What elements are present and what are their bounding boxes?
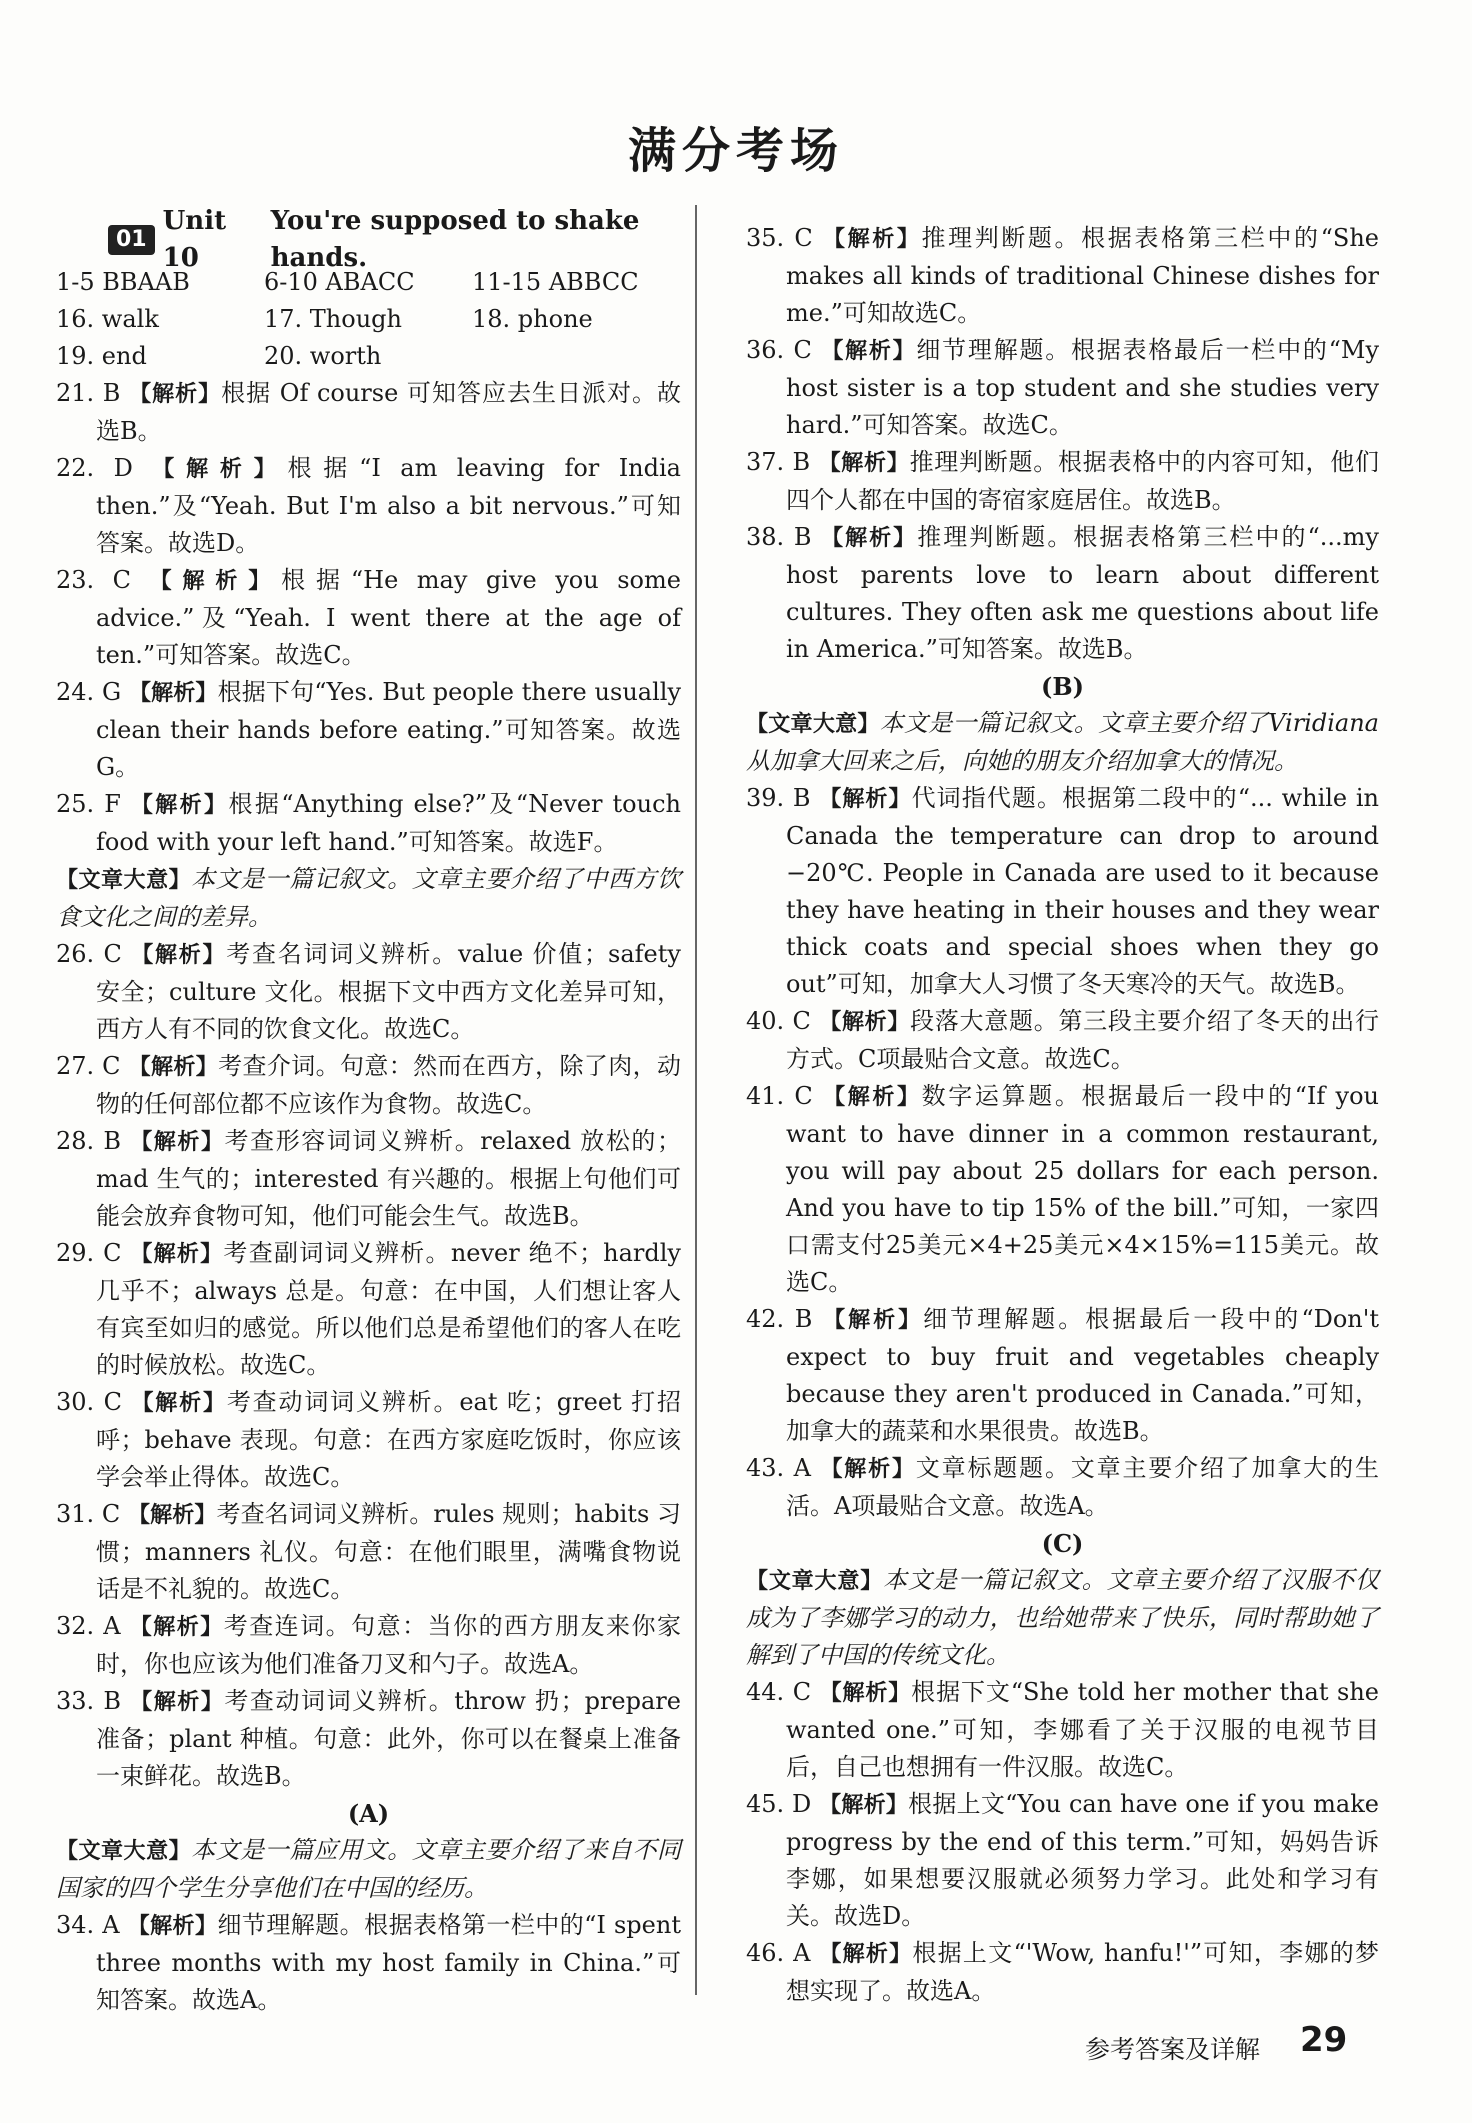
analysis-tag: 【解析】 (818, 451, 910, 476)
answer-item (746, 220, 1379, 332)
right-answer-list (746, 220, 1379, 2010)
item-text: 根据下文“She told her mother that she wanted one.”可知，李娜看了关于汉服的电视节目后，自己也想拥有一件汉服。故选C。 (786, 1678, 1379, 1781)
item-number: 38. B (746, 523, 812, 551)
analysis-tag: 【解析】 (129, 1615, 224, 1640)
analysis-tag: 【解析】 (128, 1503, 217, 1528)
item-number: 43. A (746, 1454, 811, 1482)
item-text: 推理判断题。根据表格第三栏中的“She makes all kinds of traditional Chinese dishes for me.”可知故选C。 (786, 224, 1379, 327)
answer-item (746, 444, 1379, 519)
item-text: 本文是一篇记叙文。文章主要介绍了汉服不仅成为了李娜学习的动力，也给她带来了快乐，同时帮助她了解到了中国的传统文化。 (746, 1566, 1379, 1669)
item-text: 考查名词词义辨析。rules 规则；habits 习惯；manners 礼仪。句意：在他们眼里，满嘴食物说话是不礼貌的。故选C。 (96, 1500, 681, 1603)
answer-item (746, 1078, 1379, 1301)
item-number: 40. C (746, 1007, 811, 1035)
analysis-tag: 【解析】 (130, 1690, 225, 1715)
answer-cell: 16. walk (56, 305, 159, 333)
answer-item (56, 1048, 681, 1123)
page-number: 29 (1300, 2020, 1348, 2060)
item-number: 35. C (746, 224, 813, 252)
section-heading: (C) (1041, 1529, 1084, 1558)
analysis-tag: 【解析】 (819, 787, 912, 812)
item-number: 46. A (746, 1939, 811, 1967)
answer-item (56, 936, 681, 1048)
item-number: 39. B (746, 784, 811, 812)
item-number: 45. D (746, 1790, 812, 1818)
answer-item (56, 1907, 681, 2019)
item-text: 本文是一篇记叙文。文章主要介绍了Viridiana从加拿大回来之后，向她的朋友介绍加拿大的情况。 (746, 709, 1379, 775)
item-number: 29. C (56, 1239, 122, 1267)
answer-item (56, 674, 681, 786)
item-text: 段落大意题。第三段主要介绍了冬天的出行方式。C项最贴合文意。故选C。 (786, 1007, 1380, 1073)
item-number: 31. C (56, 1500, 121, 1528)
item-text: 考查动词词义辨析。eat 吃；greet 打招呼；behave 表现。句意：在西方家庭吃饭时，你应该学会举止得体。故选C。 (96, 1388, 681, 1491)
analysis-tag: 【文章大意】 (746, 712, 880, 737)
answer-grid (56, 264, 681, 375)
answer-item (56, 1683, 681, 1795)
analysis-tag: 【解析】 (130, 793, 229, 818)
analysis-tag: 【解析】 (819, 1010, 911, 1035)
item-number: 32. A (56, 1612, 121, 1640)
left-column (56, 206, 681, 2019)
answer-item (746, 1786, 1379, 1935)
item-number: 22. D (56, 454, 133, 482)
analysis-tag: 【解析】 (130, 1242, 224, 1267)
analysis-tag: 【解析】 (823, 1085, 922, 1110)
unit-label: Unit 10 (162, 206, 227, 273)
analysis-tag: 【解析】 (128, 681, 218, 706)
item-number: 30. C (56, 1388, 122, 1416)
answer-cell: 20. worth (264, 342, 382, 370)
item-text: 考查连词。句意：当你的西方朋友来你家时，你也应该为他们准备刀叉和勺子。故选A。 (96, 1612, 681, 1678)
answer-item (56, 450, 681, 562)
item-text: 根据“Anything else?”及“Never touch food with your left hand.”可知答案。故选F。 (96, 790, 681, 856)
answer-row (56, 338, 681, 375)
item-text: 根据下句“Yes. But people there usually clean their hands before eating.”可知答案。故选G。 (96, 678, 681, 781)
analysis-tag: 【解析】 (823, 1308, 924, 1333)
answer-cell: 18. phone (472, 305, 593, 333)
item-text: 考查名词词义辨析。value 价值；safety 安全；culture 文化。根据下文中西方文化差异可知，西方人有不同的饮食文化。故选C。 (96, 940, 681, 1043)
answer-cell (472, 338, 680, 375)
answer-item (746, 1450, 1379, 1525)
unit-badge: 01 (108, 225, 155, 255)
item-text: 推理判断题。根据表格中的内容可知，他们四个人都在中国的寄宿家庭居住。故选B。 (786, 448, 1379, 514)
item-text: 细节理解题。根据表格最后一栏中的“My host sister is a top student and she studies very hard.”可知答案。故选C。 (786, 336, 1380, 439)
analysis-tag: 【解析】 (819, 1681, 912, 1706)
analysis-tag: 【解析】 (127, 1914, 218, 1939)
item-text: 本文是一篇应用文。文章主要介绍了来自不同国家的四个学生分享他们在中国的经历。 (56, 1836, 681, 1902)
unit-title: You're supposed to shake hands. (270, 206, 640, 273)
item-number: 36. C (746, 336, 812, 364)
page-title: 满分考场 (627, 123, 844, 179)
analysis-tag: 【文章大意】 (56, 1839, 192, 1864)
article-summary (746, 705, 1379, 780)
section-heading: (B) (1041, 672, 1084, 701)
item-text: 考查形容词词义辨析。relaxed 放松的；mad 生气的；interested 有兴趣的。根据上句他们可能会放弃食物可知，他们可能会生气。故选B。 (96, 1127, 681, 1230)
footer-label: 参考答案及详解 (1085, 2035, 1261, 2064)
item-number: 25. F (56, 790, 121, 818)
analysis-tag: 【解析】 (128, 1055, 219, 1080)
answer-cell: 17. Though (264, 305, 402, 333)
answer-item (746, 519, 1379, 668)
answer-item (746, 780, 1379, 1003)
analysis-tag: 【解析】 (820, 1457, 916, 1482)
item-text: 考查介词。句意：然而在西方，除了肉，动物的任何部位都不应该作为食物。故选C。 (96, 1052, 681, 1118)
answer-item (56, 1496, 681, 1608)
analysis-tag: 【解析】 (130, 1130, 225, 1155)
column-divider (695, 205, 697, 1995)
answer-item (746, 1674, 1379, 1786)
item-text: 根据 Of course 可知答应去生日派对。故选B。 (96, 379, 681, 445)
answer-item (56, 1123, 681, 1235)
item-number: 42. B (746, 1305, 813, 1333)
item-number: 21. B (56, 379, 121, 407)
analysis-tag: 【解析】 (819, 1793, 909, 1818)
item-text: 考查副词词义辨析。never 绝不；hardly 几乎不；always 总是。句意：在中国，人们想让客人有宾至如归的感觉。所以他们总是希望他们的客人在吃的时候放松。故选C。 (96, 1239, 681, 1379)
item-text: 根据上文“You can have one if you make progress by the end of this term.”可知，妈妈告诉李娜，如果想要汉服就必须努力学习。此处和学习有关。故选D。 (786, 1790, 1379, 1930)
analysis-tag: 【解析】 (129, 382, 222, 407)
item-number: 24. G (56, 678, 122, 706)
item-text: 代词指代题。根据第二段中的“... while in Canada the temperature can drop to around −20℃. People in Canada are used to it because they have heating in their houses and they wear thick coats and special shoes when they go out”可知，加拿大人习惯了冬天寒冷的天气。故选B。 (786, 784, 1379, 998)
answer-item (56, 1384, 681, 1496)
answer-item (56, 1608, 681, 1683)
item-text: 根据“I am leaving for India then.”及“Yeah. But I'm also a bit nervous.”可知答案。故选D。 (96, 454, 681, 557)
item-number: 41. C (746, 1082, 813, 1110)
item-number: 26. C (56, 940, 122, 968)
analysis-tag: 【解析】 (821, 339, 917, 364)
analysis-tag: 【解析】 (152, 457, 288, 482)
analysis-tag: 【文章大意】 (746, 1569, 884, 1594)
analysis-tag: 【解析】 (131, 1391, 227, 1416)
article-summary (746, 1562, 1379, 1674)
analysis-tag: 【解析】 (149, 569, 282, 594)
item-text: 考查动词词义辨析。throw 扔；prepare 准备；plant 种植。句意：此外，你可以在餐桌上准备一束鲜花。故选B。 (96, 1687, 681, 1790)
answer-row (56, 301, 681, 338)
item-text: 细节理解题。根据最后一段中的“Don't expect to buy fruit and vegetables cheaply because they aren't produced in Canada.”可知，加拿大的蔬菜和水果很贵。故选B。 (786, 1305, 1379, 1445)
right-column (746, 220, 1379, 2010)
item-text: 数字运算题。根据最后一段中的“If you want to have dinner in a common restaurant, you will pay about 25 dollars for each person. And you have to tip 15% of the bill.”可知，一家四口需支付25美元×4+25美元×4×15%=115美元。故选C。 (786, 1082, 1379, 1296)
analysis-tag: 【解析】 (131, 943, 227, 968)
answer-item (56, 1235, 681, 1384)
answer-item (746, 1003, 1379, 1078)
item-text: 推理判断题。根据表格第三栏中的“...my host parents love to learn about different cultures. They often ask me questions about life in America.”可知答案。故选B。 (786, 523, 1379, 663)
answer-cell: 1-5 BBAAB (56, 268, 190, 296)
left-answer-list (56, 375, 681, 2019)
item-number: 37. B (746, 448, 811, 476)
analysis-tag: 【解析】 (821, 526, 918, 551)
answer-item (746, 332, 1379, 444)
item-text: 细节理解题。根据表格第一栏中的“I spent three months with my host family in China.”可知答案。故选A。 (96, 1911, 681, 2014)
item-number: 34. A (56, 1911, 120, 1939)
answer-cell: 6-10 ABACC (264, 268, 415, 296)
item-text: 文章标题题。文章主要介绍了加拿大的生活。A项最贴合文意。故选A。 (786, 1454, 1379, 1520)
item-text: 根据上文“'Wow, hanfu!'”可知，李娜的梦想实现了。故选A。 (786, 1939, 1379, 2005)
item-number: 33. B (56, 1687, 121, 1715)
answer-item (56, 786, 681, 861)
item-text: 根据“He may give you some advice.”及“Yeah. I went there at the age of ten.”可知答案。故选C。 (96, 566, 681, 669)
analysis-tag: 【文章大意】 (56, 868, 192, 893)
item-text: 本文是一篇记叙文。文章主要介绍了中西方饮食文化之间的差异。 (56, 865, 681, 931)
answer-item (56, 562, 681, 674)
analysis-tag: 【解析】 (819, 1942, 913, 1967)
section-heading: (A) (347, 1799, 390, 1828)
answer-item (746, 1301, 1379, 1450)
answer-row (56, 264, 681, 301)
answer-cell: 19. end (56, 342, 147, 370)
item-number: 23. C (56, 566, 132, 594)
analysis-tag: 【解析】 (823, 227, 922, 252)
article-summary (56, 1832, 681, 1907)
item-number: 28. B (56, 1127, 122, 1155)
unit-header (108, 206, 681, 273)
item-number: 27. C (56, 1052, 121, 1080)
answer-item (56, 375, 681, 450)
answer-cell: 11-15 ABBCC (472, 268, 639, 296)
item-number: 44. C (746, 1678, 812, 1706)
article-summary (56, 861, 681, 936)
answer-item (746, 1935, 1379, 2010)
